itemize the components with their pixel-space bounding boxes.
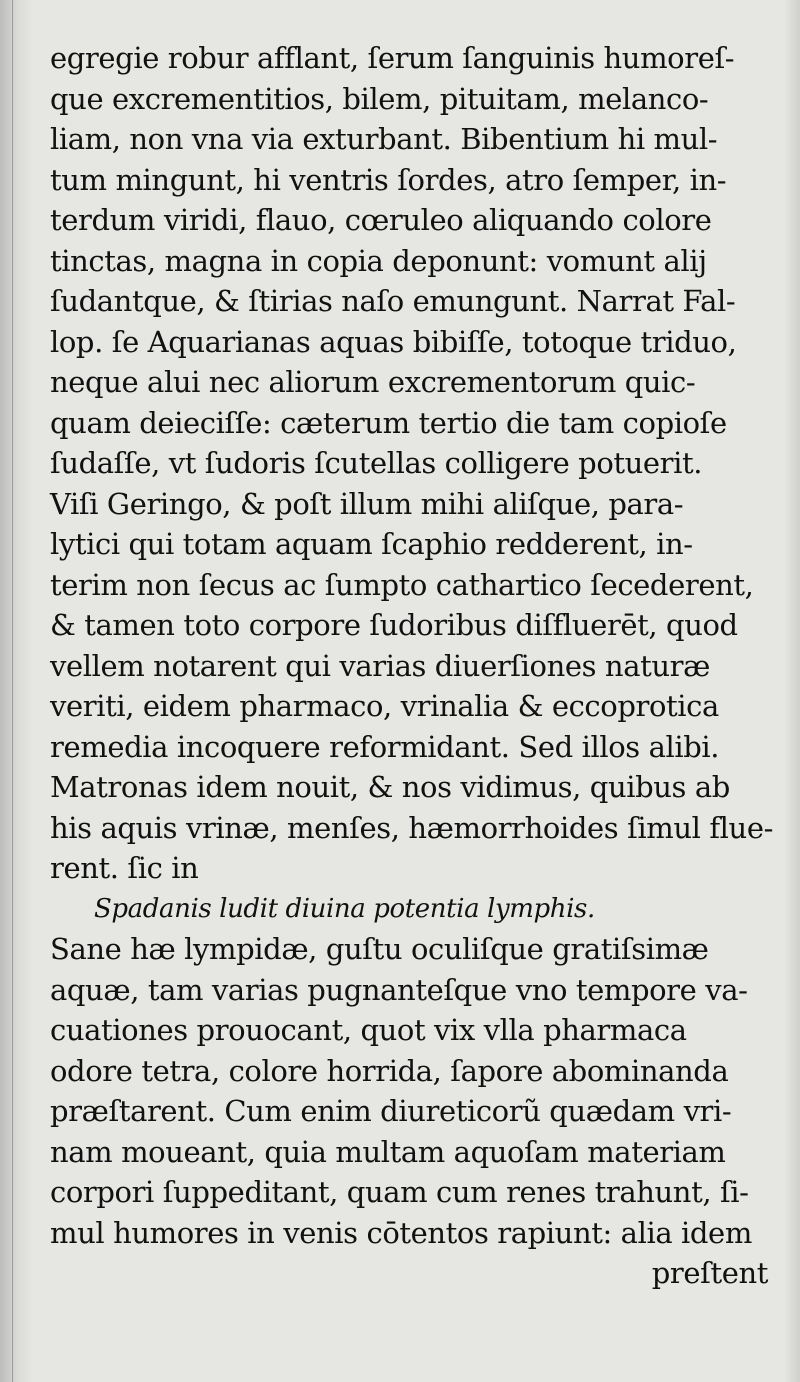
text-line: liam, non vna via exturbant. Bibentium hi mul- <box>50 122 718 156</box>
text-line: & tamen toto corpore ſudoribus diſfluerēt, quod <box>50 608 738 642</box>
body-text <box>50 38 778 1294</box>
catchword: preſtent <box>651 1256 768 1290</box>
text-line: lop. ſe Aquarianas aquas bibiſſe, totoque triduo, <box>50 324 737 359</box>
text-line: terdum viridi, flauo, cœruleo aliquando colore <box>50 203 712 237</box>
text-line: terim non ſecus ac ſumpto cathartico ſecederent, <box>50 567 754 602</box>
text-line: vellem notarent qui varias diuerſiones naturæ <box>50 648 710 683</box>
text-line: remedia incoquere reformidant. Sed illos alibi. <box>50 729 720 764</box>
text-line: Matronas idem nouit, & nos vidimus, quibus ab <box>50 770 730 804</box>
text-line: lytici qui totam aquam ſcaphio redderent, in- <box>50 527 693 561</box>
text-line: corpori ſuppeditant, quam cum renes trahunt, ſi- <box>50 1175 749 1209</box>
text-line: mul humores in venis cōtentos rapiunt: alia idem <box>50 1215 752 1250</box>
text-line: his aquis vrinæ, menſes, hæmorrhoides ſimul flue- <box>50 810 773 845</box>
text-line: aquæ, tam varias pugnanteſque vno tempore va- <box>50 972 748 1007</box>
text-line: que excrementitios, bilem, pituitam, melanco- <box>50 81 709 116</box>
page-gutter <box>12 0 13 1382</box>
text-line: rent. ſic in <box>50 851 199 885</box>
text-line: præſtarent. Cum enim diureticorũ quædam vri- <box>50 1094 732 1128</box>
text-line: ſudantque, & ſtirias naſo emungunt. Narrat Fal- <box>50 284 736 318</box>
text-line: tum mingunt, hi ventris ſordes, atro ſemper, in- <box>50 162 727 197</box>
text-line: cuationes prouocant, quot vix vlla pharmaca <box>50 1013 687 1047</box>
text-line: odore tetra, colore horrida, ſapore abominanda <box>50 1053 729 1088</box>
text-line: ſudaſſe, vt ſudoris ſcutellas colligere potuerit. <box>50 446 703 480</box>
text-line: egregie robur afflant, ſerum ſanguinis humoreſ- <box>50 41 735 75</box>
text-line: tinctas, magna in copia deponunt: vomunt alij <box>50 243 707 278</box>
text-line: veriti, eidem pharmaco, vrinalia & eccoprotica <box>50 689 719 723</box>
text-line: Viſi Geringo, & poſt illum mihi aliſque, para- <box>50 486 684 521</box>
text-line: neque alui nec aliorum excrementorum quic- <box>50 365 696 399</box>
text-line: Sane hæ lympidæ, guſtu oculiſque gratiſsimæ <box>50 932 709 966</box>
text-line: nam moueant, quia multam aquoſam materiam <box>50 1134 726 1169</box>
verse-quote: Spadanis ludit diuina potentia lymphis. <box>94 893 595 924</box>
text-line: quam deieciſſe: cæterum tertio die tam copioſe <box>50 405 727 440</box>
